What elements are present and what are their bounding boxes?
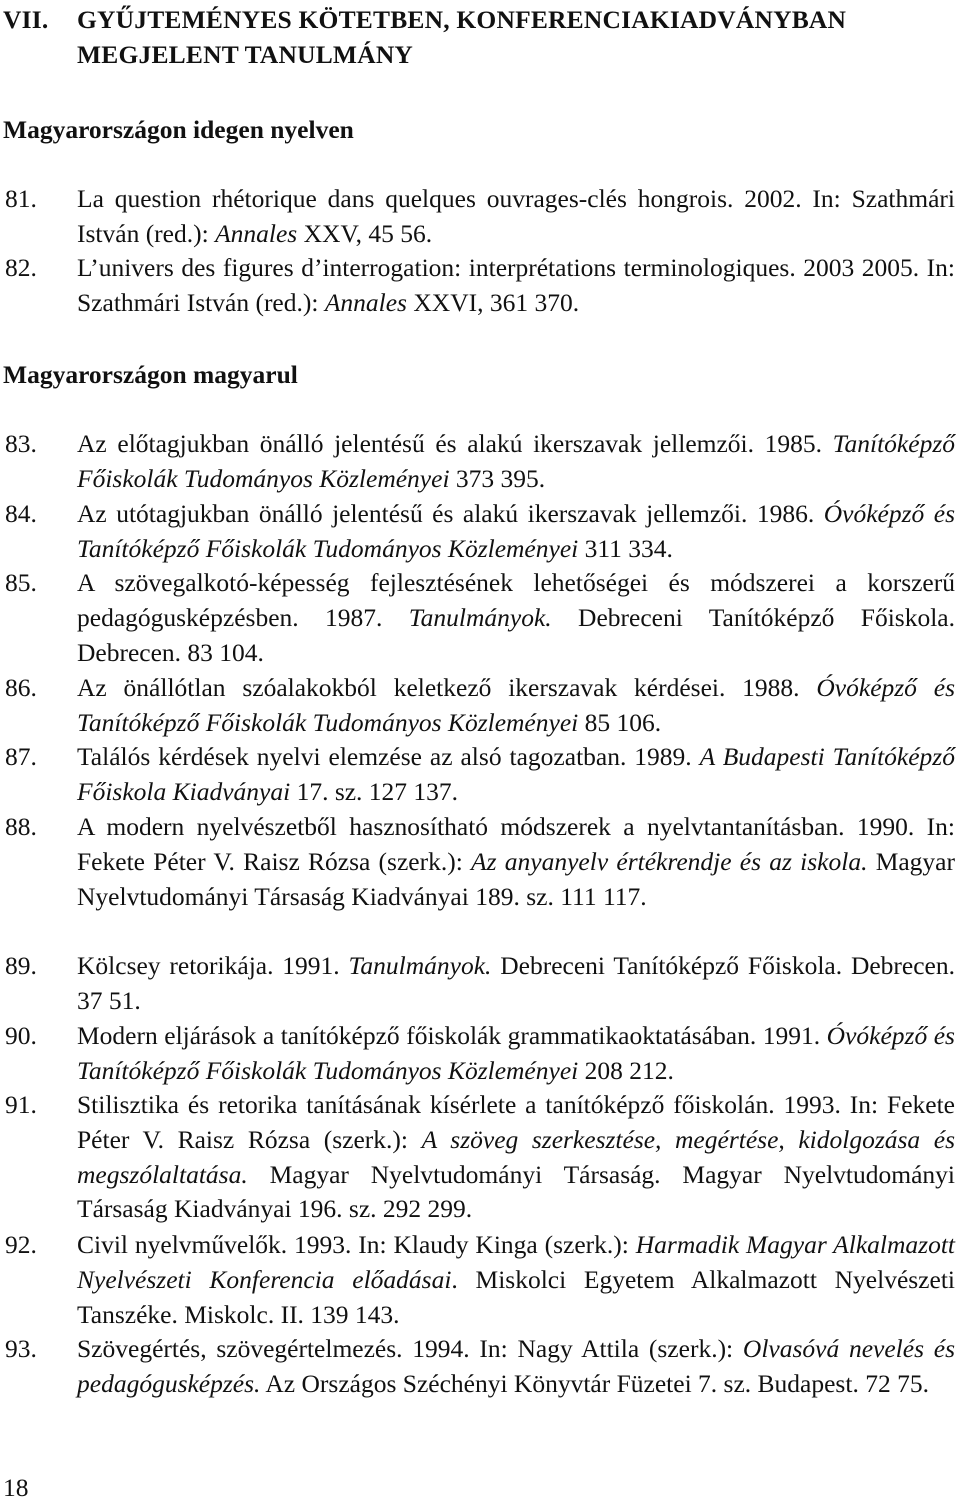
entry-italic-title: Olvasóvá nevelés és pedagógusképzés.: [77, 1334, 955, 1398]
entry-italic-title: Tanulmányok.: [408, 602, 552, 632]
section-heading-foreign: Magyarországon idegen nyelven: [3, 115, 354, 144]
entry-italic-title: Tanulmányok.: [348, 951, 492, 980]
entry-text-segment: Magyar Nyelvtudományi Társaság. Magyar Nyelvtudományi Társaság Kiadványai 196. sz. 292 299.: [77, 1159, 955, 1224]
entry-text-segment: Az Országos Széchényi Könyvtár Füzetei 7. sz. Budapest. 72 75.: [260, 1368, 929, 1398]
entry-number: 91.: [5, 1090, 37, 1119]
entry-number: 81.: [5, 184, 37, 213]
entry-text: [77, 1228, 955, 1332]
entry-number: 86.: [5, 673, 37, 702]
entry-text-segment: 311 334.: [578, 533, 673, 563]
bibliography-entry: [5, 427, 955, 497]
entry-text-segment: Szövegértés, szövegértelmezés. 1994. In: Nagy Attila (szerk.):: [77, 1334, 743, 1363]
entry-number: 90.: [5, 1021, 37, 1050]
entry-number: 87.: [5, 742, 37, 771]
entry-text-segment: Az utótagjukban önálló jelentésű és alakú ikerszavak jellemzői. 1986.: [77, 499, 824, 528]
entry-number: 93.: [5, 1334, 37, 1363]
entry-text: [77, 1088, 955, 1227]
entry-text-segment: 17. sz. 127 137.: [290, 776, 459, 806]
entry-number: 88.: [5, 812, 37, 841]
entry-text-segment: Magyar Nyelvtudományi Társaság Kiadványai 189. sz. 111 117.: [77, 846, 955, 911]
entry-text-segment: XXV, 45 56.: [297, 218, 433, 248]
bibliography-entry: [5, 497, 955, 567]
entry-text-segment: A szövegalkotó-képesség fejlesztésének lehetőségei és módszerei a korszerű pedagógusképzésben. 1987.: [77, 568, 955, 632]
entry-italic-title: Annales: [324, 287, 407, 317]
entry-text-segment: Stilisztika és retorika tanításának kísérlete a tanítóképző főiskolán. 1993. In: Fekete Péter V. Raisz Rózsa (szerk.):: [77, 1090, 955, 1154]
bibliography-entry: [5, 1019, 955, 1089]
chapter-number: VII.: [3, 5, 49, 34]
bibliography-entry: [5, 566, 955, 670]
entry-text-segment: Civil nyelvművelők. 1993. In: Klaudy Kinga (szerk.):: [77, 1230, 636, 1259]
entry-text-segment: Az önállótlan szóalakokból keletkező ikerszavak kérdései. 1988.: [77, 673, 817, 702]
entry-text-segment: Találós kérdések nyelvi elemzése az alsó tagozatban. 1989.: [77, 742, 700, 771]
entry-text: [77, 1019, 955, 1089]
bibliography-entry: [5, 1228, 955, 1332]
bibliography-entry: [5, 740, 955, 810]
bibliography-entry: [5, 671, 955, 741]
entry-number: 83.: [5, 429, 37, 458]
entry-italic-title: Óvóképző és Tanítóképző Főiskolák Tudományos Közleményei: [77, 1021, 955, 1085]
entry-text: [77, 251, 955, 321]
entry-text: [77, 1332, 955, 1402]
entry-text: [77, 949, 955, 1019]
entry-text: [77, 740, 955, 810]
entry-text-segment: Kölcsey retorikája. 1991.: [77, 951, 349, 980]
entry-italic-title: A Budapesti Tanítóképző Főiskola Kiadványai: [77, 742, 955, 806]
entry-text-segment: Modern eljárások a tanítóképző főiskolák grammatikaoktatásában. 1991.: [77, 1021, 827, 1050]
entry-italic-title: Az anyanyelv értékrendje és az iskola.: [471, 846, 868, 876]
entry-text: [77, 566, 955, 670]
bibliography-entry: [5, 251, 955, 321]
entry-italic-title: Tanítóképző Főiskolák Tudományos Közleményei: [77, 429, 955, 493]
entry-number: 84.: [5, 499, 37, 528]
entry-text-segment: A modern nyelvészetből hasznosítható módszerek a nyelvtantanításban. 1990. In: Fekete Péter V. Raisz Rózsa (szerk.):: [77, 812, 955, 876]
bibliography-entry: [5, 810, 955, 914]
entry-text: [77, 810, 955, 914]
entry-text-segment: XXVI, 361 370.: [406, 287, 580, 317]
entry-italic-title: Óvóképző és Tanítóképző Főiskolák Tudományos Közleményei: [77, 673, 955, 737]
bibliography-entry: [5, 1088, 955, 1227]
chapter-heading: [3, 2, 953, 72]
entry-text-segment: Debreceni Tanítóképző Főiskola. Debrecen. 83 104.: [77, 602, 955, 667]
entry-italic-title: Óvóképző és Tanítóképző Főiskolák Tudományos Közleményei: [77, 499, 955, 563]
chapter-title-line-2: MEGJELENT TANULMÁNY: [77, 40, 414, 69]
entry-text-segment: Debreceni Tanítóképző Főiskola. Debrecen. 37 51.: [77, 951, 955, 1015]
entry-text-segment: . Miskolci Egyetem Alkalmazott Nyelvészeti Tanszéke. Miskolc. II. 139 143.: [77, 1264, 955, 1329]
entry-number: 82.: [5, 253, 37, 282]
entry-text-segment: La question rhétorique dans quelques ouvrages-clés hongrois. 2002. In: Szathmári István (red.):: [77, 184, 955, 248]
entry-text: [77, 671, 955, 741]
entry-text: [77, 182, 955, 252]
chapter-title-line-1: GYŰJTEMÉNYES KÖTETBEN, KONFERENCIAKIADVÁNYBAN: [77, 5, 847, 34]
section-heading-hungarian: Magyarországon magyarul: [3, 360, 298, 389]
bibliography-entry: [5, 1332, 955, 1402]
entry-number: 89.: [5, 951, 37, 980]
entry-italic-title: A szöveg szerkesztése, megértése, kidolgozása és megszólaltatása.: [77, 1124, 956, 1189]
entry-text-segment: 85 106.: [578, 707, 662, 737]
entry-text-segment: 373 395.: [449, 463, 546, 493]
entry-text-segment: Az előtagjukban önálló jelentésű és alakú ikerszavak jellemzői. 1985.: [77, 429, 833, 458]
entry-text: [77, 497, 955, 567]
page-number: 18: [3, 1473, 29, 1502]
bibliography-entry: [5, 182, 955, 252]
entry-number: 85.: [5, 568, 37, 597]
entry-text-segment: L’univers des figures d’interrogation: interprétations terminologiques. 2003 2005. In: Szathmári István (red.):: [77, 253, 955, 317]
entry-italic-title: Harmadik Magyar Alkalmazott Nyelvészeti Konferencia előadásai: [77, 1230, 955, 1294]
entry-italic-title: Annales: [215, 218, 298, 248]
bibliography-entry: [5, 949, 955, 1019]
entry-number: 92.: [5, 1230, 37, 1259]
entry-text: [77, 427, 955, 497]
entry-text-segment: 208 212.: [578, 1055, 674, 1085]
